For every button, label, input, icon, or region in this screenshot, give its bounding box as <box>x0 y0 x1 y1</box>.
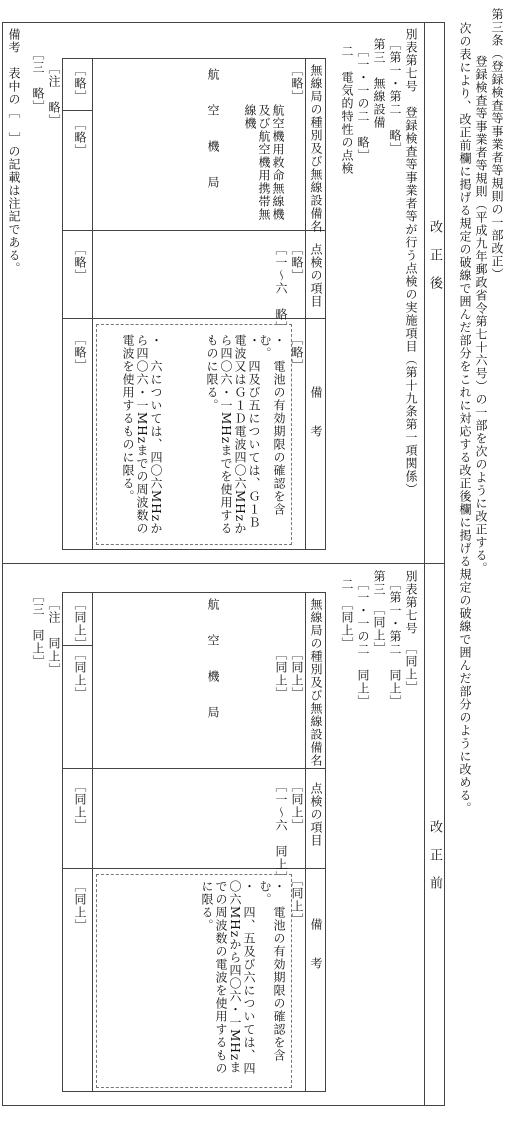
before-header-note: 備 考 <box>309 918 323 970</box>
after-chu: ［注 略］ <box>47 62 61 127</box>
after-header-note: 備 考 <box>309 386 323 438</box>
before-row2-name: ［同上］ <box>274 648 288 700</box>
before-part1: ［第一・第二 同上］ <box>388 578 402 708</box>
before-table-line <box>305 592 306 1092</box>
before-row1-note: ［同上］ <box>290 874 304 926</box>
after-row2-name: 航空機用救命無線機及び航空機用携帯無線機 <box>243 104 285 221</box>
after-row3-name: ［略］ <box>73 118 87 157</box>
after-group-label: 航 空 機 局 <box>206 68 220 194</box>
after-row2-note-1: ・ 電池の有効期限の確認を含む。 <box>258 334 286 516</box>
after-row3-item: ［略］ <box>73 243 87 282</box>
before-row2-note-1: ・ 電池の有効期限の確認を含む。 <box>258 880 286 1062</box>
after-row1-item: ［略］ <box>290 243 304 282</box>
intro-heading: 第三条（登録検査等事業者等規則の一部改正） <box>490 8 504 281</box>
after-table-line <box>62 230 326 231</box>
after-row1-name: ［略］ <box>290 64 304 103</box>
after-row2-note-2: ・ 四及び五については、Ｇ１Ｂ電波又はＧ１Ｄ電波四〇六MHzから四〇六・一MHzまでを使用するものに限る。 <box>205 334 261 536</box>
before-table-line <box>62 768 326 769</box>
before-row1-item: ［同上］ <box>290 780 304 832</box>
after-header-name: 無線局の種別及び無線設備名 <box>309 64 323 233</box>
after-row3-note: ［略］ <box>73 333 87 372</box>
before-row3-name: ［同上］ <box>73 648 87 700</box>
before-part3: 第三 ［同上］ <box>372 570 386 655</box>
before-row3-item: ［同上］ <box>73 780 87 832</box>
after-row2-item: ［一～六 略］ <box>274 243 288 334</box>
before-row2-item: ［一～六 同上］ <box>274 780 288 884</box>
after-row3-group: ［略］ <box>73 64 87 103</box>
after-table-line <box>62 110 92 111</box>
before-header-item: 点検の項目 <box>309 782 323 847</box>
after-table-title: 別表第七号 登録検査等事業者等が行う点検の実施項目（第十九条第一項関係） <box>404 28 418 496</box>
after-sub2: 二 電気的特性の点検 <box>340 45 354 175</box>
after-sub1: ［一・一の二 略］ <box>356 45 370 162</box>
after-part3: 第三 無線設備 <box>372 38 386 129</box>
before-sub2: 二 ［同上］ <box>340 578 354 650</box>
before-table-line <box>92 592 93 1092</box>
after-table-line <box>305 58 306 550</box>
before-row3-group: ［同上］ <box>73 598 87 650</box>
before-group-label: 航 空 機 局 <box>206 598 220 724</box>
after-header-item: 点検の項目 <box>309 243 323 308</box>
after-part1: ［第一・第二 略］ <box>388 38 402 155</box>
before-row1-name: ［同上］ <box>290 648 304 700</box>
before-row2-note-2: ・ 四、五及び六については、四〇六MHzから四〇六・一MHzまでの周波数の電波を使用するものに限る。 <box>200 880 256 1075</box>
after-row2-note-3: ・ 六については、四〇六MHzから四〇六・一MHzまでの周波数の電波を使用するものに限る。 <box>121 334 163 536</box>
label-column-divider <box>424 22 425 1106</box>
remark: 備考 表中の［ ］の記載は注記である。 <box>7 28 21 275</box>
after-san: ［三 略］ <box>31 48 45 113</box>
before-header-name: 無線局の種別及び無線設備名 <box>309 598 323 767</box>
after-table-line <box>92 58 93 550</box>
before-san: ［三 同上］ <box>31 590 45 668</box>
before-column-label: 改 正 前 <box>427 820 442 890</box>
intro-article-text: 登録検査等事業者等規則（平成九年郵政省令第七十六号）の一部を次のように改正する。 <box>474 55 488 575</box>
after-column-label: 改 正 後 <box>427 220 442 290</box>
before-chu: ［注 同上］ <box>47 598 61 676</box>
after-row1-note: ［略］ <box>290 333 304 372</box>
intro-instruction: 次の表により、改正前欄に掲げる規定の破線で囲んだ部分をこれに対応する改正後欄に掲げる規定の破線で囲んだ部分のように改める。 <box>458 22 472 815</box>
section-divider <box>2 563 445 564</box>
before-row3-note: ［同上］ <box>73 880 87 932</box>
before-sub1: ［一・一の二 同上］ <box>356 578 370 708</box>
before-table-title: 別表第七号 ［同上］ <box>404 570 418 694</box>
